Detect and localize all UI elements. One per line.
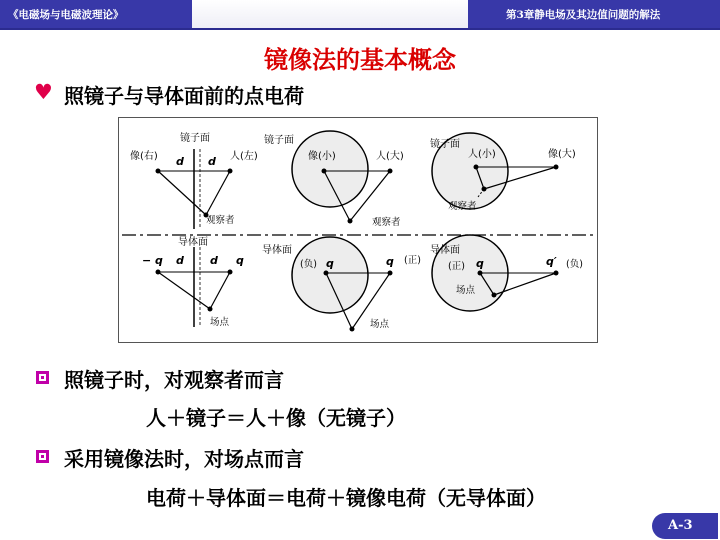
observer-dot bbox=[348, 219, 353, 224]
bullet-3-text: 采用镜像法时，对场点而言 bbox=[64, 447, 304, 471]
mirror-image-figure bbox=[118, 117, 598, 343]
label-q: q bbox=[476, 257, 484, 270]
sphere-conductor bbox=[292, 237, 368, 313]
label-neg: (负) bbox=[300, 259, 317, 270]
label-field-point: 场点 bbox=[210, 317, 230, 328]
bullet-3-equation: 电荷＋导体面＝电荷＋镜像电荷（无导体面） bbox=[146, 486, 546, 510]
label-surface: 导体面 bbox=[262, 245, 292, 256]
course-title: 《电磁场与电磁波理论》 bbox=[8, 9, 124, 21]
chapter-title: 第3章静电场及其边值问题的解法 bbox=[506, 9, 661, 21]
label-person: 人(大) bbox=[376, 151, 404, 162]
label-neg: (负) bbox=[566, 259, 583, 270]
bullet-2-text: 照镜子时，对观察者而言 bbox=[64, 368, 284, 392]
header-divider bbox=[0, 28, 720, 30]
label-d2: d bbox=[210, 254, 218, 267]
observer-dot bbox=[482, 187, 487, 192]
label-observer: 观察者 bbox=[372, 217, 401, 228]
label-mirror: 镜子面 bbox=[430, 139, 460, 150]
bullet-1-text: 照镜子与导体面前的点电荷 bbox=[64, 84, 304, 108]
bullet-2-equation: 人＋镜子＝人＋像（无镜子） bbox=[146, 406, 406, 430]
label-observer: 观察者 bbox=[206, 215, 235, 226]
sphere-mirror bbox=[292, 131, 368, 207]
label-d1: d bbox=[176, 254, 184, 267]
label-image: 像(大) bbox=[548, 149, 576, 160]
label-d2: d bbox=[208, 155, 216, 168]
figure-svg bbox=[118, 117, 598, 343]
label-pos: (正) bbox=[448, 261, 465, 272]
label-mirror: 镜子面 bbox=[180, 133, 210, 144]
label-q-prime: q′ bbox=[546, 255, 557, 268]
label-neg-q: − q bbox=[142, 254, 163, 267]
label-d1: d bbox=[176, 155, 184, 168]
label-person: 人(左) bbox=[230, 151, 258, 162]
heart-icon: ♥ bbox=[34, 80, 53, 104]
slide-title: 镜像法的基本概念 bbox=[264, 45, 456, 74]
header-gap bbox=[192, 0, 468, 28]
label-surface: 导体面 bbox=[178, 237, 208, 248]
label-q-left: q bbox=[326, 257, 334, 270]
label-q-right: q bbox=[386, 255, 394, 268]
label-image: 像(小) bbox=[308, 151, 336, 162]
label-person: 人(小) bbox=[468, 149, 496, 160]
field-point-dot bbox=[492, 293, 497, 298]
label-field-point: 场点 bbox=[456, 285, 476, 296]
square-bullet-icon bbox=[36, 371, 49, 384]
label-field-point: 场点 bbox=[370, 319, 390, 330]
field-point-dot bbox=[350, 327, 355, 332]
label-observer: 观察者 bbox=[448, 201, 477, 212]
label-image: 像(右) bbox=[130, 151, 158, 162]
square-bullet-icon bbox=[36, 450, 49, 463]
label-pos: (正) bbox=[404, 255, 421, 266]
page-number: A-3 bbox=[668, 518, 693, 533]
label-surface: 导体面 bbox=[430, 245, 460, 256]
label-q: q bbox=[236, 254, 244, 267]
field-point-dot bbox=[208, 307, 213, 312]
label-mirror: 镜子面 bbox=[264, 135, 294, 146]
